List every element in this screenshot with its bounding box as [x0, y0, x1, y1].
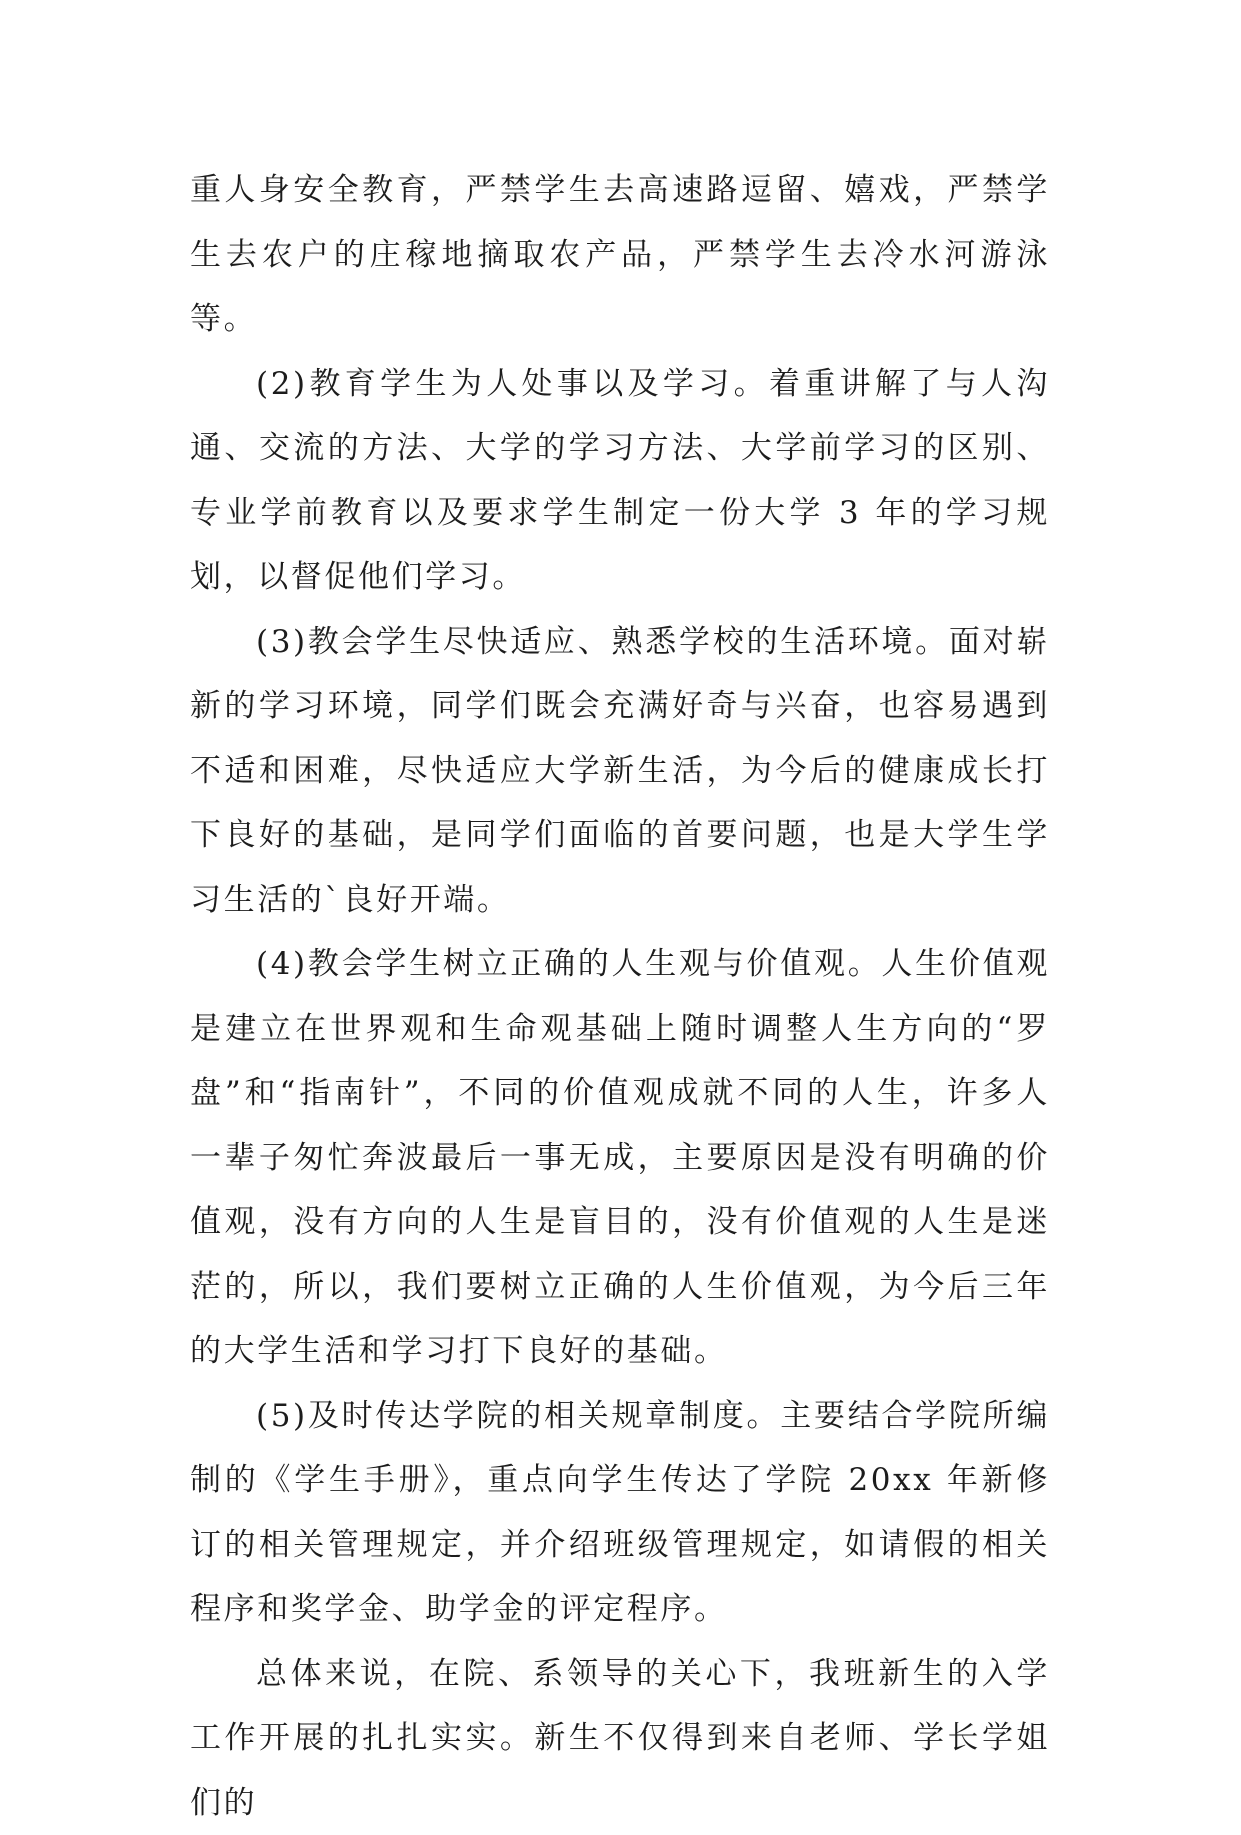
paragraph-item-4: (4)教会学生树立正确的人生观与价值观。人生价值观是建立在世界观和生命观基础上随时调整人生方向的“罗盘”和“指南针”，不同的价值观成就不同的人生，许多人一辈子匆忙奔波最后一事无成，主要原因是没有明确的价值观，没有方向的人生是盲目的，没有价值观的人生是迷茫的，所以，我们要树立正确的人生价值观，为今后三年的大学生活和学习打下良好的基础。 — [190, 932, 1050, 1384]
paragraph-summary: 总体来说，在院、系领导的关心下，我班新生的入学工作开展的扎扎实实。新生不仅得到来自老师、学长学姐们的 — [190, 1642, 1050, 1835]
paragraph-item-2: (2)教育学生为人处事以及学习。着重讲解了与人沟通、交流的方法、大学的学习方法、大学前学习的区别、专业学前教育以及要求学生制定一份大学 3 年的学习规划，以督促他们学习。 — [190, 352, 1050, 610]
paragraph-item-5: (5)及时传达学院的相关规章制度。主要结合学院所编制的《学生手册》，重点向学生传达了学院 20xx 年新修订的相关管理规定，并介绍班级管理规定，如请假的相关程序和奖学金、助学金的评定程序。 — [190, 1384, 1050, 1642]
document-body — [190, 158, 1050, 1835]
paragraph-safety-continued: 重人身安全教育，严禁学生去高速路逗留、嬉戏，严禁学生去农户的庄稼地摘取农产品，严禁学生去冷水河游泳等。 — [190, 158, 1050, 352]
paragraph-item-3: (3)教会学生尽快适应、熟悉学校的生活环境。面对崭新的学习环境，同学们既会充满好奇与兴奋，也容易遇到不适和困难，尽快适应大学新生活，为今后的健康成长打下良好的基础，是同学们面临的首要问题，也是大学生学习生活的`良好开端。 — [190, 610, 1050, 933]
